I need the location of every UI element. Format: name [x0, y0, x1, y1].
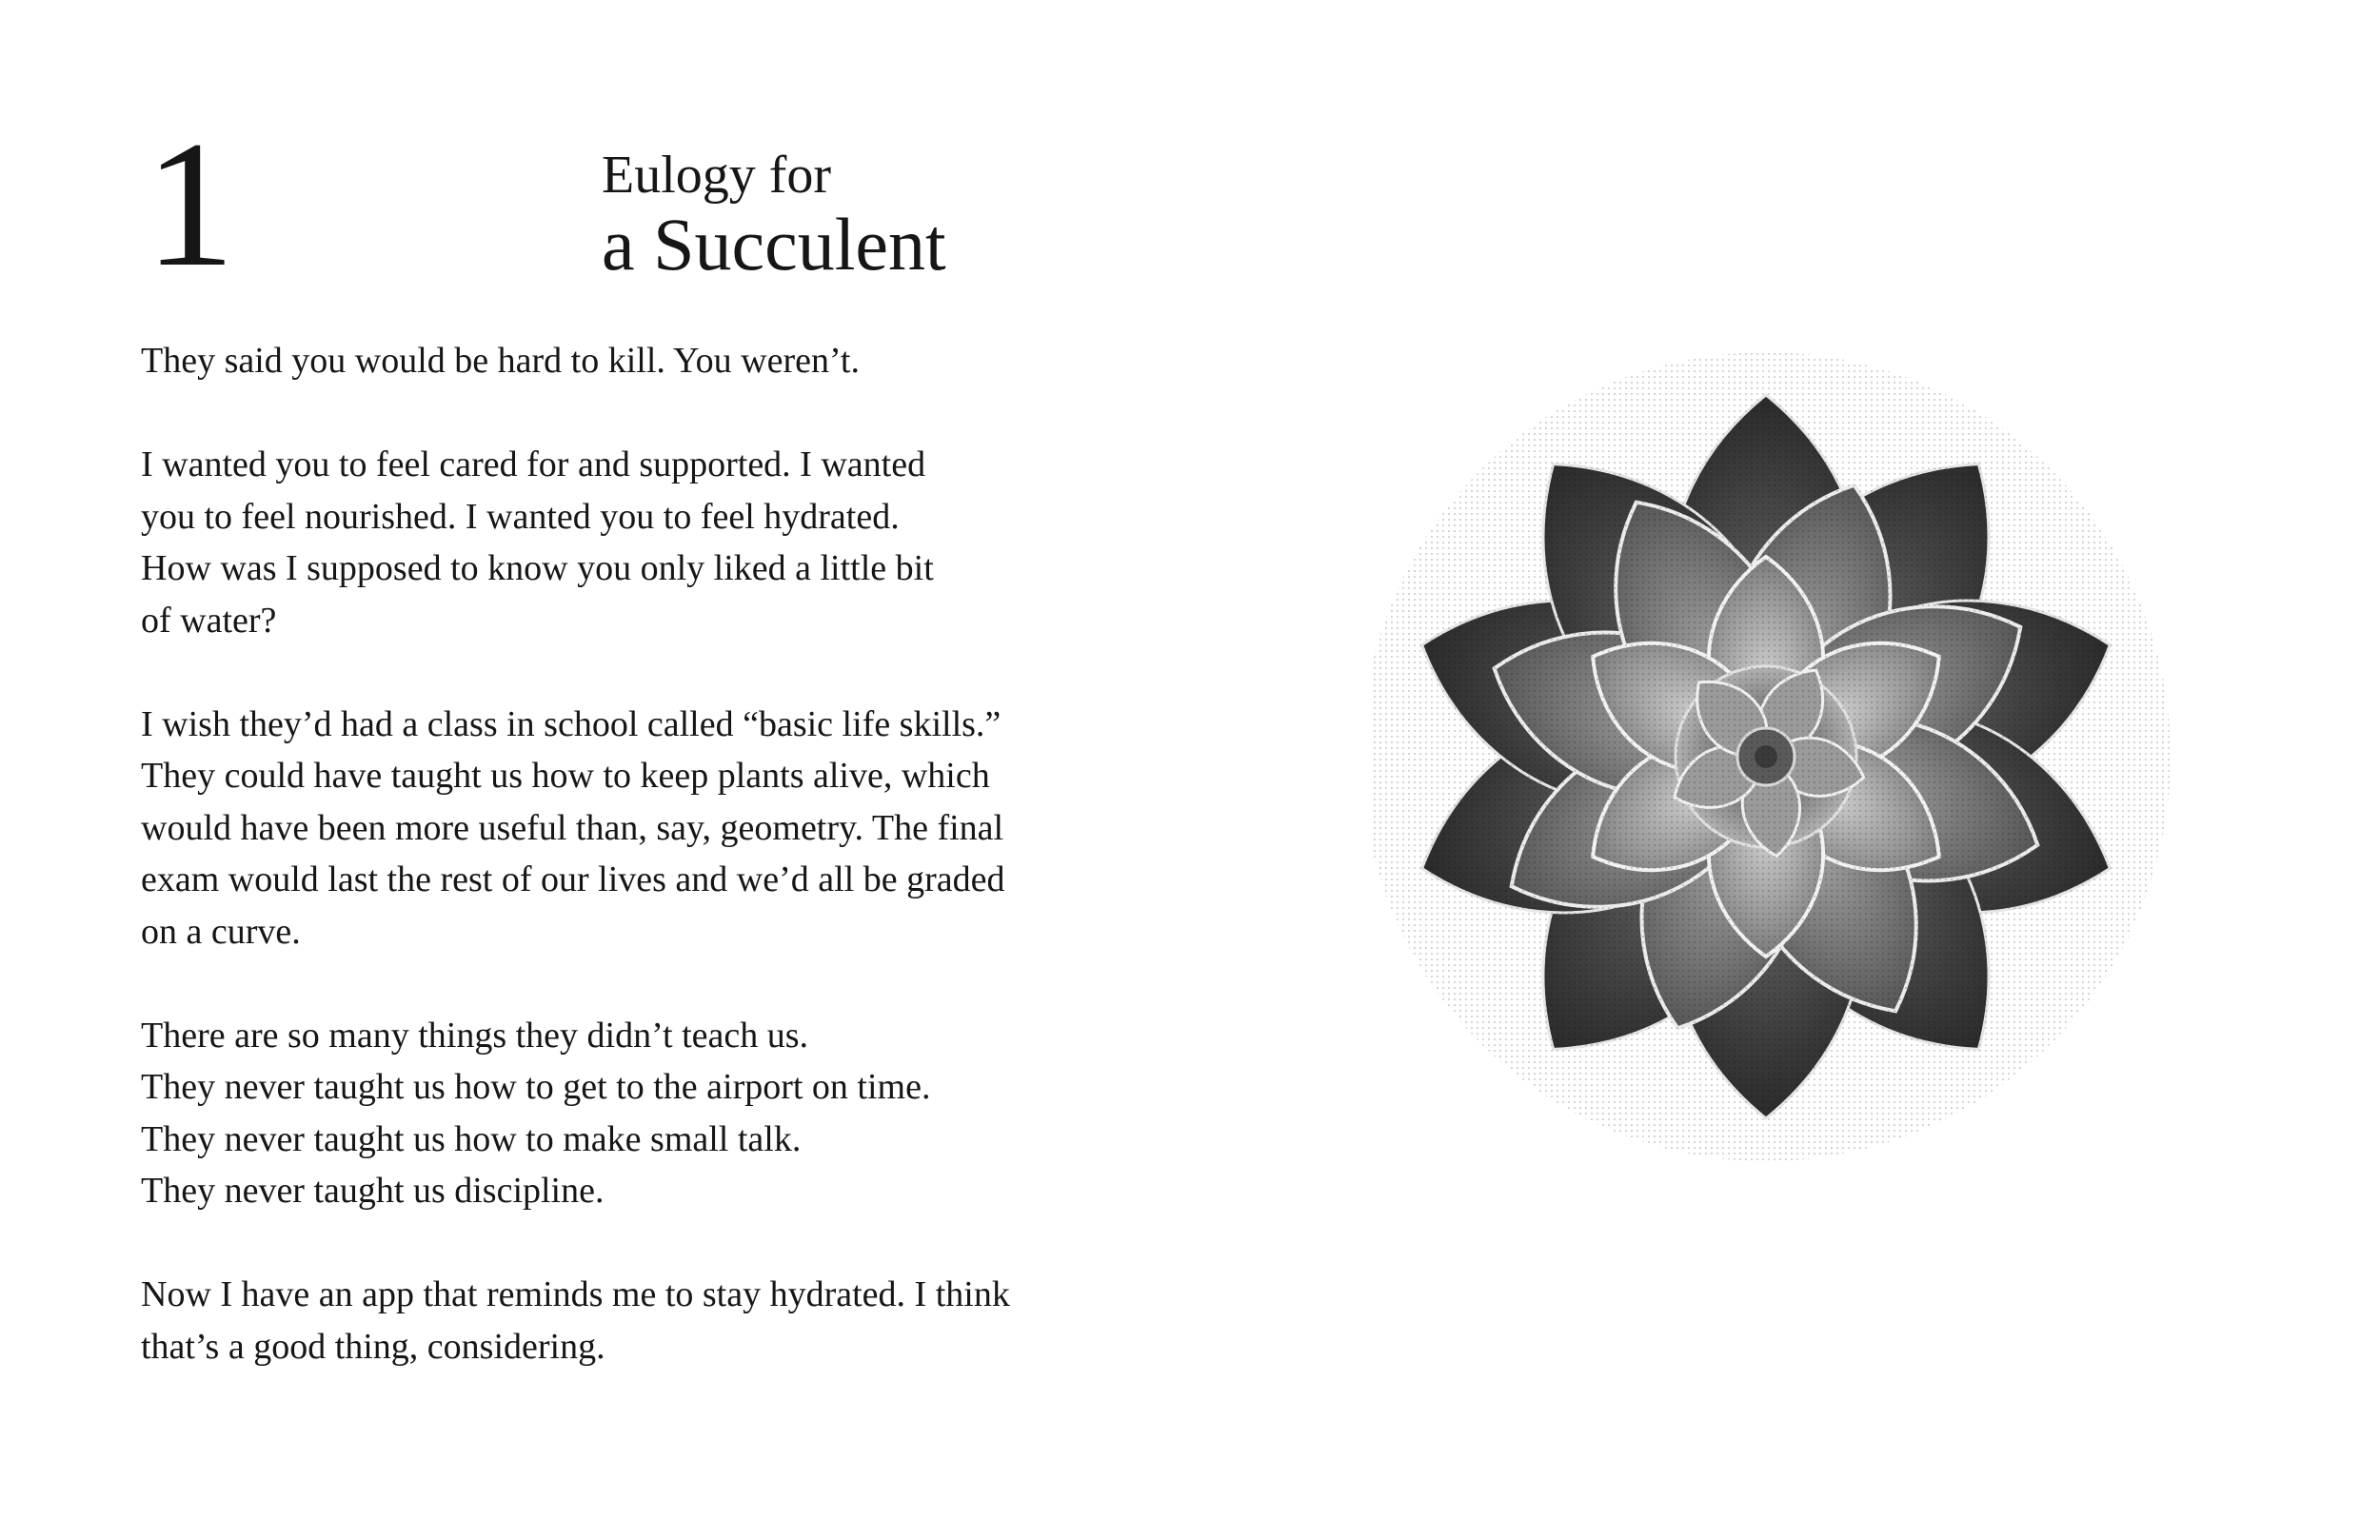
text-line: They could have taught us how to keep plants alive, which	[141, 756, 990, 796]
text-line: They never taught us how to get to the airport on time.	[141, 1067, 931, 1107]
paragraph-3	[141, 699, 1112, 958]
chapter-number: 1	[145, 105, 233, 305]
text-line: Now I have an app that reminds me to stay hydrated. I think	[141, 1274, 1010, 1314]
text-line: of water?	[141, 600, 277, 641]
text-line: How was I supposed to know you only liked a little bit	[141, 548, 934, 588]
text-line: They said you would be hard to kill. You weren’t.	[141, 341, 860, 381]
text-line: I wanted you to feel cared for and supported. I wanted	[141, 444, 926, 484]
chapter-title	[602, 148, 946, 284]
chapter-title-line-2: a Succulent	[602, 202, 946, 286]
text-line: They never taught us how to make small talk.	[141, 1118, 802, 1159]
succulent-illustration	[1371, 338, 2199, 1190]
paragraph-1	[141, 335, 1112, 387]
text-line: exam would last the rest of our lives and we’d all be graded	[141, 859, 1005, 899]
text-line: would have been more useful than, say, geometry. The final	[141, 807, 1004, 848]
text-line: that’s a good thing, considering.	[141, 1326, 605, 1367]
text-line: you to feel nourished. I wanted you to feel hydrated.	[141, 496, 900, 537]
paragraph-4	[141, 1010, 1112, 1217]
body-text	[141, 335, 1112, 1425]
chapter-title-line-1: Eulogy for	[602, 146, 832, 205]
text-line: They never taught us discipline.	[141, 1171, 605, 1211]
paragraph-2	[141, 439, 1112, 646]
text-line: I wish they’d had a class in school called “basic life skills.”	[141, 703, 1002, 744]
paragraph-5	[141, 1269, 1112, 1372]
text-line: on a curve.	[141, 911, 301, 952]
text-line: There are so many things they didn’t teach us.	[141, 1015, 809, 1056]
